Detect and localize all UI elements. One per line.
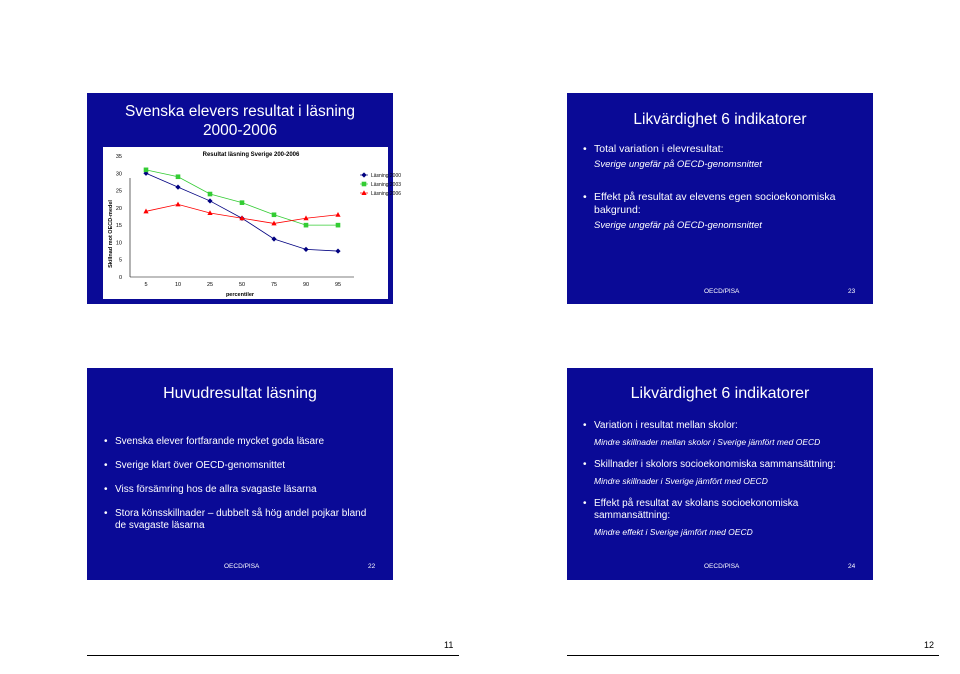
bullet-icon: • bbox=[104, 436, 108, 447]
slide-number: 24 bbox=[848, 563, 856, 570]
page-number-right: 12 bbox=[924, 640, 935, 650]
bullet-list bbox=[583, 420, 868, 538]
slide-24 bbox=[567, 368, 873, 580]
bullet-icon: • bbox=[583, 143, 587, 155]
bullet-item bbox=[583, 420, 868, 448]
legend-label: Läsning 2006 bbox=[371, 191, 402, 197]
data-point bbox=[272, 212, 277, 217]
y-tick-label: 30 bbox=[115, 171, 122, 178]
slide-chart bbox=[87, 93, 402, 304]
bullet-icon: • bbox=[583, 498, 587, 509]
bullet-subtext: Sverige ungefär på OECD-genomsnittet bbox=[594, 159, 762, 170]
x-tick-label: 90 bbox=[302, 282, 310, 288]
bullet-text: Variation i resultat mellan skolor: bbox=[594, 420, 738, 431]
data-point bbox=[144, 168, 149, 173]
page-divider-left bbox=[87, 655, 459, 656]
slide-title: Likvärdighet 6 indikatorer bbox=[630, 385, 810, 402]
bullet-text: Sverige klart över OECD-genomsnittet bbox=[115, 460, 286, 471]
y-axis-label: Skillnad mot OECD-medel bbox=[108, 200, 114, 268]
bullet-icon: • bbox=[104, 508, 108, 519]
data-point bbox=[240, 200, 245, 205]
bullet-list bbox=[583, 143, 863, 232]
x-tick-label: 75 bbox=[270, 282, 278, 288]
bullet-text: Svenska elever fortfarande mycket goda läsare bbox=[115, 436, 324, 447]
bullet-icon: • bbox=[583, 459, 587, 470]
footer-source: OECD/PISA bbox=[704, 563, 740, 570]
y-tick-label: 10 bbox=[115, 240, 122, 247]
bullet-text: Total variation i elevresultat: bbox=[594, 143, 724, 155]
line-chart bbox=[103, 147, 402, 299]
bullet-text: Stora könsskillnader – dubbelt så hög andel pojkar bland de svagaste läsarna bbox=[115, 508, 367, 531]
data-point bbox=[335, 248, 340, 253]
y-tick-label: 35 bbox=[115, 154, 122, 160]
footer-source: OECD/PISA bbox=[224, 563, 260, 570]
bullet-item bbox=[583, 459, 868, 487]
x-axis-label: percentiler bbox=[225, 292, 255, 298]
bullet-icon: • bbox=[583, 420, 587, 431]
data-point bbox=[207, 198, 212, 203]
x-tick-label: 95 bbox=[334, 282, 342, 288]
bullet-icon: • bbox=[104, 460, 108, 471]
y-tick-label: 0 bbox=[118, 275, 122, 281]
bullet-text: Skillnader i skolors socioekonomiska sammansättning: bbox=[594, 459, 836, 470]
x-tick-label: 5 bbox=[144, 282, 148, 288]
data-point bbox=[361, 172, 366, 177]
slide-title: Svenska elevers resultat i läsning 2000-2006 bbox=[124, 103, 356, 139]
data-point bbox=[361, 190, 366, 195]
x-tick-label: 10 bbox=[174, 282, 182, 288]
slide-number: 22 bbox=[368, 563, 376, 570]
bullet-text: Effekt på resultat av elevens egen socioekonomiska bakgrund: bbox=[594, 191, 836, 216]
chart-panel bbox=[103, 147, 402, 299]
slide-22 bbox=[87, 368, 393, 580]
data-point bbox=[175, 202, 180, 207]
data-point bbox=[271, 236, 276, 241]
y-tick-label: 15 bbox=[115, 223, 122, 230]
series-line bbox=[146, 173, 338, 251]
slide-title: Likvärdighet 6 indikatorer bbox=[633, 111, 807, 128]
x-tick-label: 50 bbox=[238, 282, 246, 288]
bullet-subtext: Mindre skillnader mellan skolor i Sverige jämfört med OECD bbox=[594, 437, 821, 447]
y-tick-label: 20 bbox=[115, 205, 122, 212]
bullet-item bbox=[104, 508, 374, 532]
data-point bbox=[176, 174, 181, 179]
bullet-item bbox=[104, 436, 374, 448]
page-number-left: 11 bbox=[444, 640, 454, 650]
bullet-icon: • bbox=[583, 191, 587, 203]
bullet-list bbox=[104, 436, 374, 532]
bullet-item bbox=[583, 498, 868, 538]
bullet-item bbox=[583, 191, 863, 232]
bullet-icon: • bbox=[104, 484, 108, 495]
slide-23 bbox=[567, 93, 873, 304]
bullet-subtext: Mindre effekt i Sverige jämfört med OECD bbox=[594, 527, 753, 537]
slide-title: Huvudresultat läsning bbox=[163, 385, 317, 402]
y-tick-label: 25 bbox=[115, 188, 122, 195]
footer-source: OECD/PISA bbox=[704, 288, 740, 295]
bullet-text: Viss försämring hos de allra svagaste läsarna bbox=[115, 484, 317, 495]
data-point bbox=[175, 185, 180, 190]
data-point bbox=[208, 192, 213, 197]
slide-number: 23 bbox=[848, 288, 856, 295]
page-divider-right bbox=[567, 655, 939, 656]
data-point bbox=[362, 182, 367, 187]
bullet-subtext: Mindre skillnader i Sverige jämfört med OECD bbox=[594, 476, 768, 486]
bullet-subtext: Sverige ungefär på OECD-genomsnittet bbox=[594, 220, 762, 231]
bullet-text: Effekt på resultat av skolans socioekonomiska sammansättning: bbox=[594, 498, 799, 521]
bullet-item bbox=[104, 460, 374, 472]
x-tick-label: 25 bbox=[206, 282, 214, 288]
bullet-item bbox=[583, 143, 863, 171]
legend-label: Läsning 2000 bbox=[371, 173, 402, 179]
y-tick-label: 5 bbox=[118, 257, 122, 264]
data-point bbox=[336, 223, 341, 228]
bullet-item bbox=[104, 484, 374, 496]
legend-label: Läsning 2003 bbox=[371, 182, 402, 188]
data-point bbox=[303, 247, 308, 252]
data-point bbox=[304, 223, 309, 228]
chart-title: Resultat läsning Sverige 200-2006 bbox=[202, 152, 300, 158]
data-point bbox=[335, 212, 340, 217]
